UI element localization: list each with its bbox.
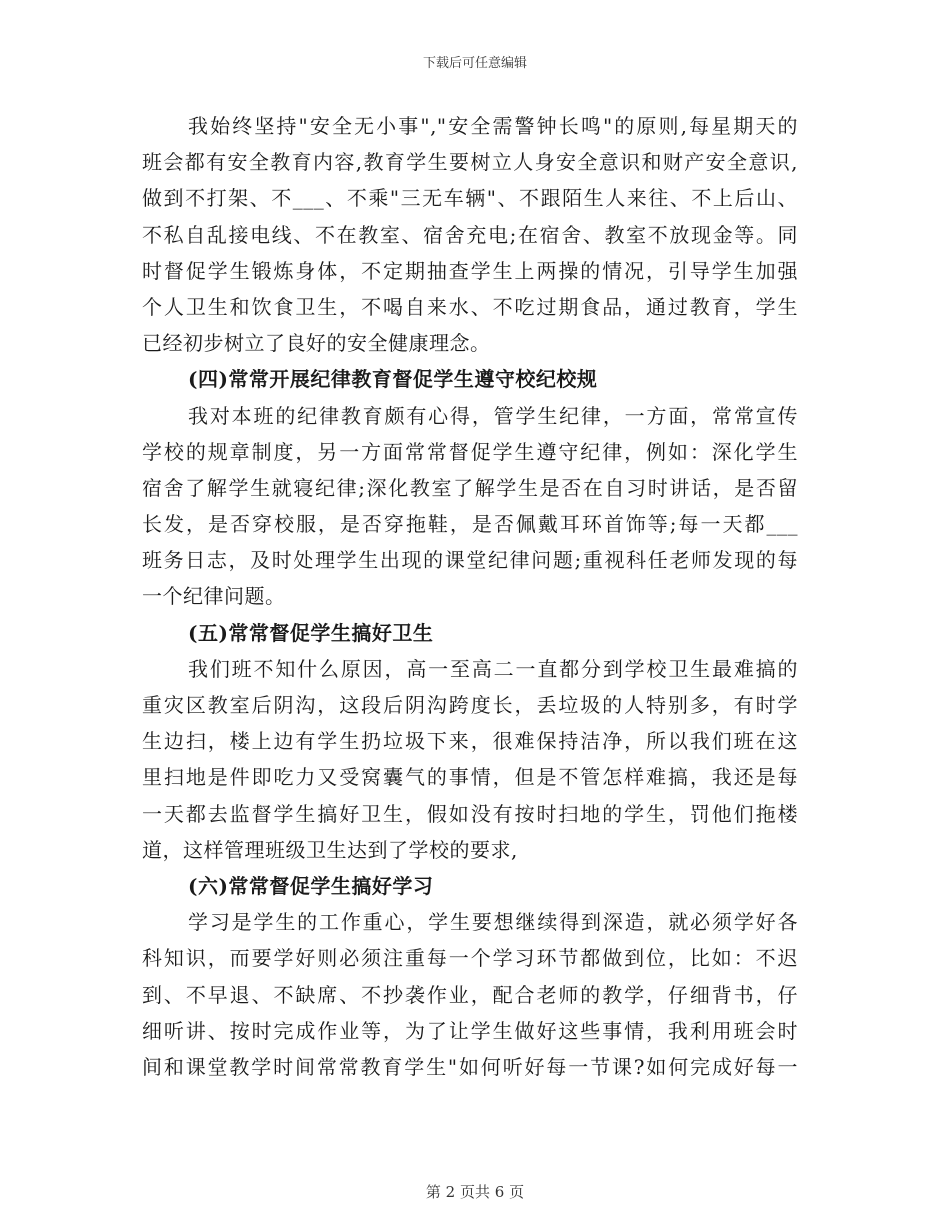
text-line: 到、不早退、不缺席、不抄袭作业，配合老师的教学，仔细背书，仔 (142, 982, 798, 1007)
text-line: 学习是学生的工作重心，学生要想继续得到深造，就必须学好各 (188, 910, 798, 935)
text-line: 已经初步树立了良好的安全健康理念。 (142, 331, 491, 356)
text-line: 宿舍了解学生就寝纪律;深化教室了解学生是否在自习时讲话，是否留 (142, 475, 798, 500)
text-line: 我始终坚持"安全无小事","安全需警钟长鸣"的原则,每星期天的 (188, 114, 798, 138)
text-line: 间和课堂教学时间常常教育学生"如何听好每一节课?如何完成好每一 (142, 1054, 798, 1079)
section-heading: (五)常常督促学生搞好卫生 (188, 620, 434, 645)
text-line: 不私自乱接电线、不在教室、宿舍充电;在宿舍、教室不放现金等。同 (142, 222, 798, 247)
text-line: 学校的规章制度，另一方面常常督促学生遵守纪律，例如：深化学生 (142, 439, 798, 464)
text-line: 重灾区教室后阴沟，这段后阴沟跨度长，丢垃圾的人特别多，有时学 (142, 693, 798, 717)
text-line: 我对本班的纪律教育颇有心得，管学生纪律，一方面，常常宣传 (188, 403, 798, 428)
text-line: 时督促学生锻炼身体，不定期抽查学生上两操的情况，引导学生加强 (142, 258, 798, 283)
text-line: 道，这样管理班级卫生达到了学校的要求, (142, 837, 518, 862)
text-line: 班会都有安全教育内容,教育学生要树立人身安全意识和财产安全意识, (142, 150, 798, 175)
section-heading: (六)常常督促学生搞好学习 (188, 873, 434, 898)
section-heading: (四)常常开展纪律教育督促学生遵守校纪校规 (188, 367, 598, 392)
text-line: 里扫地是件即吃力又受窝囊气的事情，但是不管怎样难搞，我还是每 (142, 765, 798, 790)
document-body (142, 108, 798, 1085)
text-line: 长发，是否穿校服，是否穿拖鞋，是否佩戴耳环首饰等;每一天都___ (142, 512, 798, 537)
text-line: 我们班不知什么原因，高一至高二一直都分到学校卫生最难搞的 (188, 656, 798, 681)
page-header: 下载后可任意编辑 (422, 56, 527, 71)
text-line: 班务日志，及时处理学生出现的课堂纪律问题;重视科任老师发现的每 (142, 548, 798, 573)
text-line: 个人卫生和饮食卫生，不喝自来水、不吃过期食品，通过教育，学生 (142, 294, 798, 319)
text-line: 做到不打架、不___、不乘"三无车辆"、不跟陌生人来往、不上后山、 (142, 186, 798, 211)
page-footer: 第 2 页共 6 页 (425, 1183, 525, 1201)
text-line: 一个纪律问题。 (142, 584, 286, 609)
text-line: 科知识，而要学好则必须注重每一个学习环节都做到位，比如：不迟 (142, 946, 798, 971)
text-line: 细听讲、按时完成作业等，为了让学生做好这些事情，我利用班会时 (142, 1018, 798, 1043)
text-line: 一天都去监督学生搞好卫生，假如没有按时扫地的学生，罚他们拖楼 (142, 801, 798, 826)
text-line: 生边扫，楼上边有学生扔垃圾下来，很难保持洁净，所以我们班在这 (142, 729, 798, 754)
